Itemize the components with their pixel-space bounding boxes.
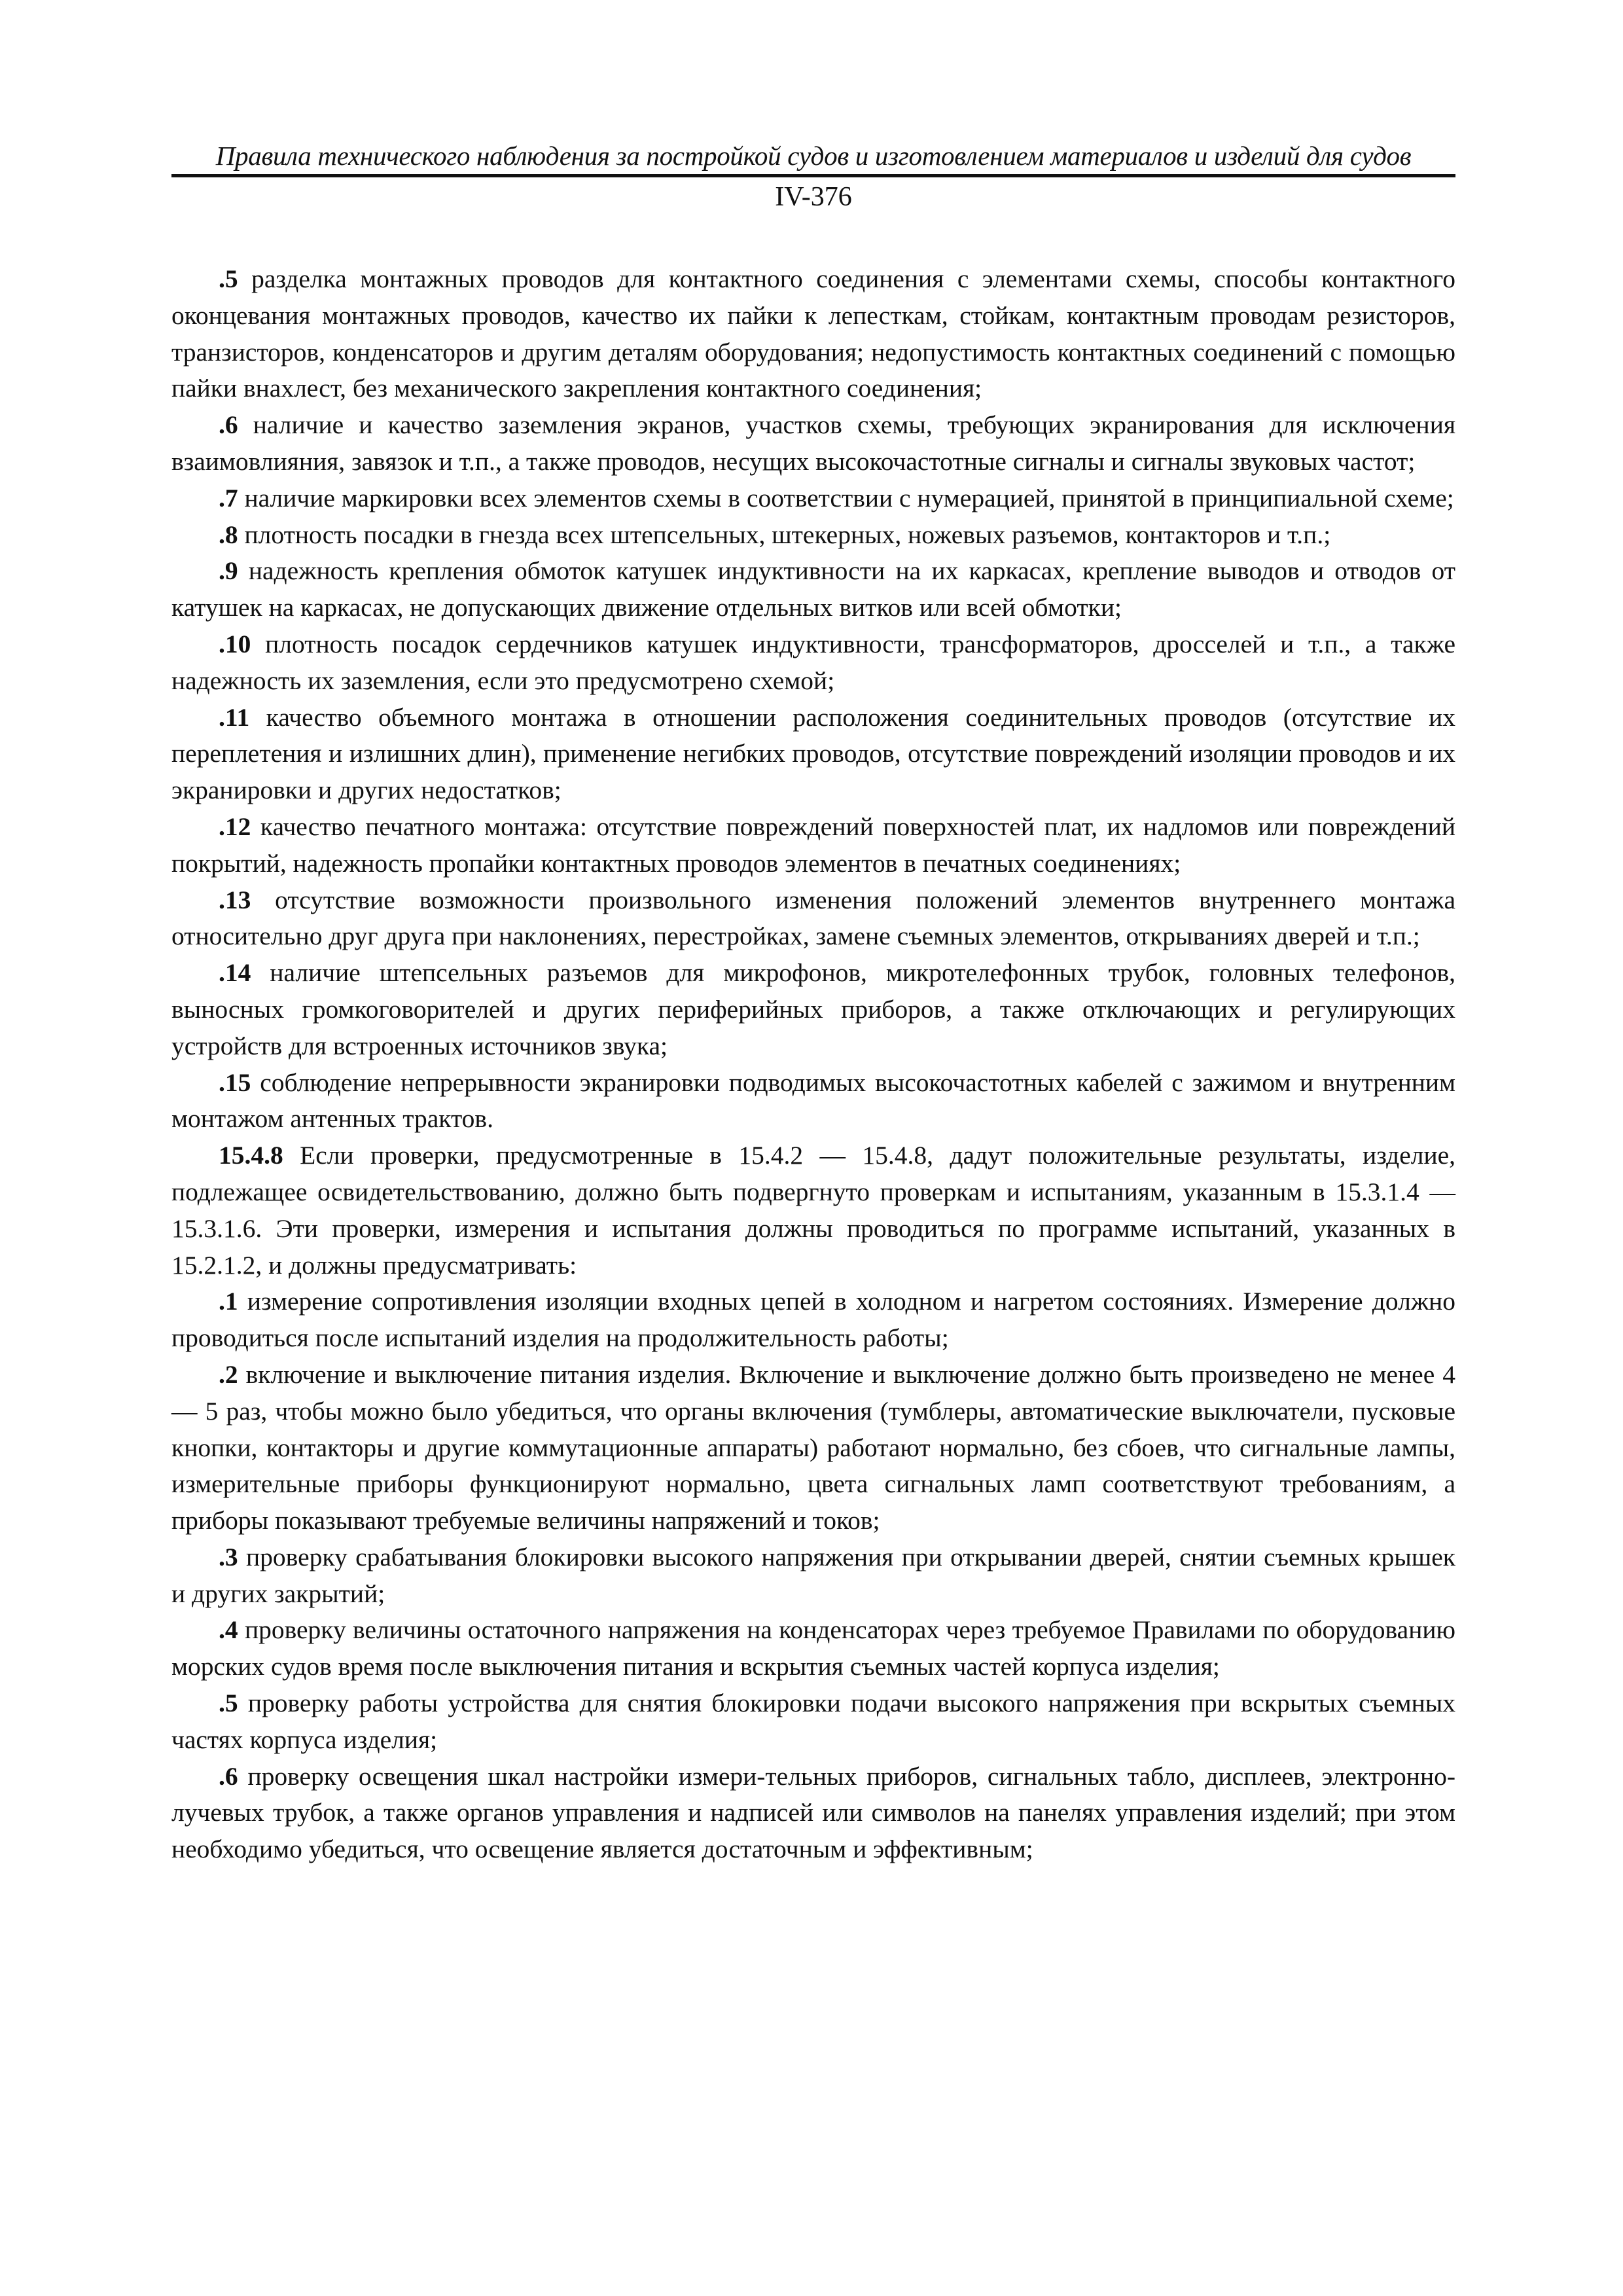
- paragraph-text: плотность посадки в гнезда всех штепсельных, штекерных, ножевых разъемов, контакторов и т.п.;: [238, 520, 1331, 549]
- paragraph-check-1: [171, 1283, 1455, 1357]
- item-number: .13: [219, 885, 251, 914]
- paragraph-item-12: [171, 809, 1455, 882]
- item-number: .7: [219, 483, 238, 512]
- running-header: Правила технического наблюдения за постройкой судов и изготовлением материалов и изделий для судов: [171, 139, 1455, 177]
- paragraph-text: Если проверки, предусмотренные в 15.4.2 — 15.4.8, дадут положительные результаты, изделие, подлежащее освидетельствованию, должно быть подвергнуто проверкам и испытаниям, указанным в 15.3.1.4 —15.3.1.6. Эти проверки, измерения и испытания должны проводиться по программе испытаний, указанных в 15.2.1.2, и должны предусматривать:: [171, 1141, 1455, 1280]
- paragraph-item-9: [171, 553, 1455, 626]
- paragraph-item-15: [171, 1065, 1455, 1138]
- paragraph-text: отсутствие возможности произвольного изменения положений элементов внутреннего монтажа относительно друг друга при наклонениях, перестройках, замене съемных элементов, открываниях дверей и т.п.;: [171, 885, 1455, 951]
- item-number: .6: [219, 410, 238, 440]
- item-number: .1: [219, 1287, 238, 1316]
- item-number: .9: [219, 556, 238, 586]
- paragraph-check-6: [171, 1759, 1455, 1868]
- item-number: .12: [219, 812, 251, 841]
- paragraph-item-8: [171, 517, 1455, 554]
- item-number: .11: [219, 702, 250, 732]
- document-page: [171, 139, 1455, 1868]
- paragraph-text: плотность посадок сердечников катушек индуктивности, трансформаторов, дросселей и т.п., а также надежность их заземления, если это предусмотрено схемой;: [171, 629, 1455, 695]
- paragraph-item-13: [171, 882, 1455, 956]
- item-number: .3: [219, 1542, 238, 1571]
- paragraph-text: качество объемного монтажа в отношении расположения соединительных проводов (отсутствие их переплетения и излишних длин), применение негибких проводов, отсутствие повреждений изоляции проводов и их экранировки и других недостатков;: [171, 702, 1455, 805]
- paragraph-item-5: [171, 261, 1455, 407]
- body-text: [171, 261, 1455, 1868]
- paragraph-text: измерение сопротивления изоляции входных цепей в холодном и нагретом состояниях. Измерение должно проводиться после испытаний изделия на продолжительность работы;: [171, 1287, 1455, 1353]
- paragraph-item-7: [171, 480, 1455, 517]
- paragraph-item-10: [171, 626, 1455, 700]
- page-number: IV-376: [775, 182, 852, 212]
- section-number: 15.4.8: [219, 1141, 283, 1170]
- paragraph-check-4: [171, 1612, 1455, 1685]
- paragraph-check-2: [171, 1357, 1455, 1539]
- paragraph-text: проверку срабатывания блокировки высокого напряжения при открывании дверей, снятии съемных крышек и других закрытий;: [171, 1542, 1455, 1608]
- item-number: .6: [219, 1761, 238, 1791]
- item-number: .10: [219, 629, 251, 658]
- item-number: .5: [219, 1689, 238, 1718]
- paragraph-text: проверку освещения шкал настройки измери-тельных приборов, сигнальных табло, дисплеев, электронно-лучевых трубок, а также органов управления и надписей или символов на панелях управления изделий; при этом необходимо убедиться, что освещение является достаточным и эффективным;: [171, 1761, 1455, 1864]
- item-number: .8: [219, 520, 238, 549]
- paragraph-check-5: [171, 1685, 1455, 1759]
- paragraph-text: наличие маркировки всех элементов схемы в соответствии с нумерацией, принятой в принципиальной схеме;: [238, 483, 1454, 512]
- paragraph-item-14: [171, 955, 1455, 1064]
- paragraph-text: надежность крепления обмоток катушек индуктивности на их каркасах, крепление выводов и отводов от катушек на каркасах, не допускающих движение отдельных витков или всей обмотки;: [171, 556, 1455, 622]
- item-number: .14: [219, 958, 251, 988]
- paragraph-text: соблюдение непрерывности экранировки подводимых высокочастотных кабелей с зажимом и внутренним монтажом антенных трактов.: [171, 1067, 1455, 1134]
- paragraph-text: наличие и качество заземления экранов, участков схемы, требующих экранирования для исключения взаимовлияния, завязок и т.п., а также проводов, несущих высокочастотные сигналы и сигналы звуковых частот;: [171, 410, 1455, 476]
- item-number: .15: [219, 1067, 251, 1097]
- paragraph-item-6: [171, 407, 1455, 480]
- paragraph-section-15-4-8: [171, 1138, 1455, 1283]
- item-number: .5: [219, 264, 238, 293]
- paragraph-check-3: [171, 1539, 1455, 1613]
- paragraph-text: проверку работы устройства для снятия блокировки подачи высокого напряжения при вскрытых съемных частях корпуса изделия;: [171, 1689, 1455, 1754]
- item-number: .4: [219, 1615, 238, 1645]
- paragraph-text: разделка монтажных проводов для контактного соединения с элементами схемы, способы контактного оконцевания монтажных проводов, качество их пайки к лепесткам, стойкам, контактным проводам резисторов, транзисторов, конденсаторов и другим деталям оборудования; недопустимость контактных соединений с помощью пайки внахлест, без механического закрепления контактного соединения;: [171, 264, 1455, 403]
- paragraph-text: включение и выключение питания изделия. Включение и выключение должно быть произведено не менее 4 — 5 раз, чтобы можно было убедиться, что органы включения (тумблеры, автоматические выключатели, пусковые кнопки, контакторы и другие коммутационные аппараты) работают нормально, без сбоев, что сигнальные лампы, измерительные приборы функционируют нормально, цвета сигнальных ламп соответствуют требованиям, а приборы показывают требуемые величины напряжений и токов;: [171, 1359, 1455, 1535]
- paragraph-text: наличие штепсельных разъемов для микрофонов, микротелефонных трубок, головных телефонов, выносных громкоговорителей и других периферийных приборов, а также отключающих и регулирующих устройств для встроенных источников звука;: [171, 958, 1455, 1060]
- paragraph-item-11: [171, 700, 1455, 809]
- paragraph-text: проверку величины остаточного напряжения на конденсаторах через требуемое Правилами по оборудованию морских судов время после выключения питания и вскрытия съемных частей корпуса изделия;: [171, 1615, 1455, 1681]
- item-number: .2: [219, 1359, 238, 1389]
- paragraph-text: качество печатного монтажа: отсутствие повреждений поверхностей плат, их надломов или повреждений покрытий, надежность пропайки контактных проводов элементов в печатных соединениях;: [171, 812, 1455, 878]
